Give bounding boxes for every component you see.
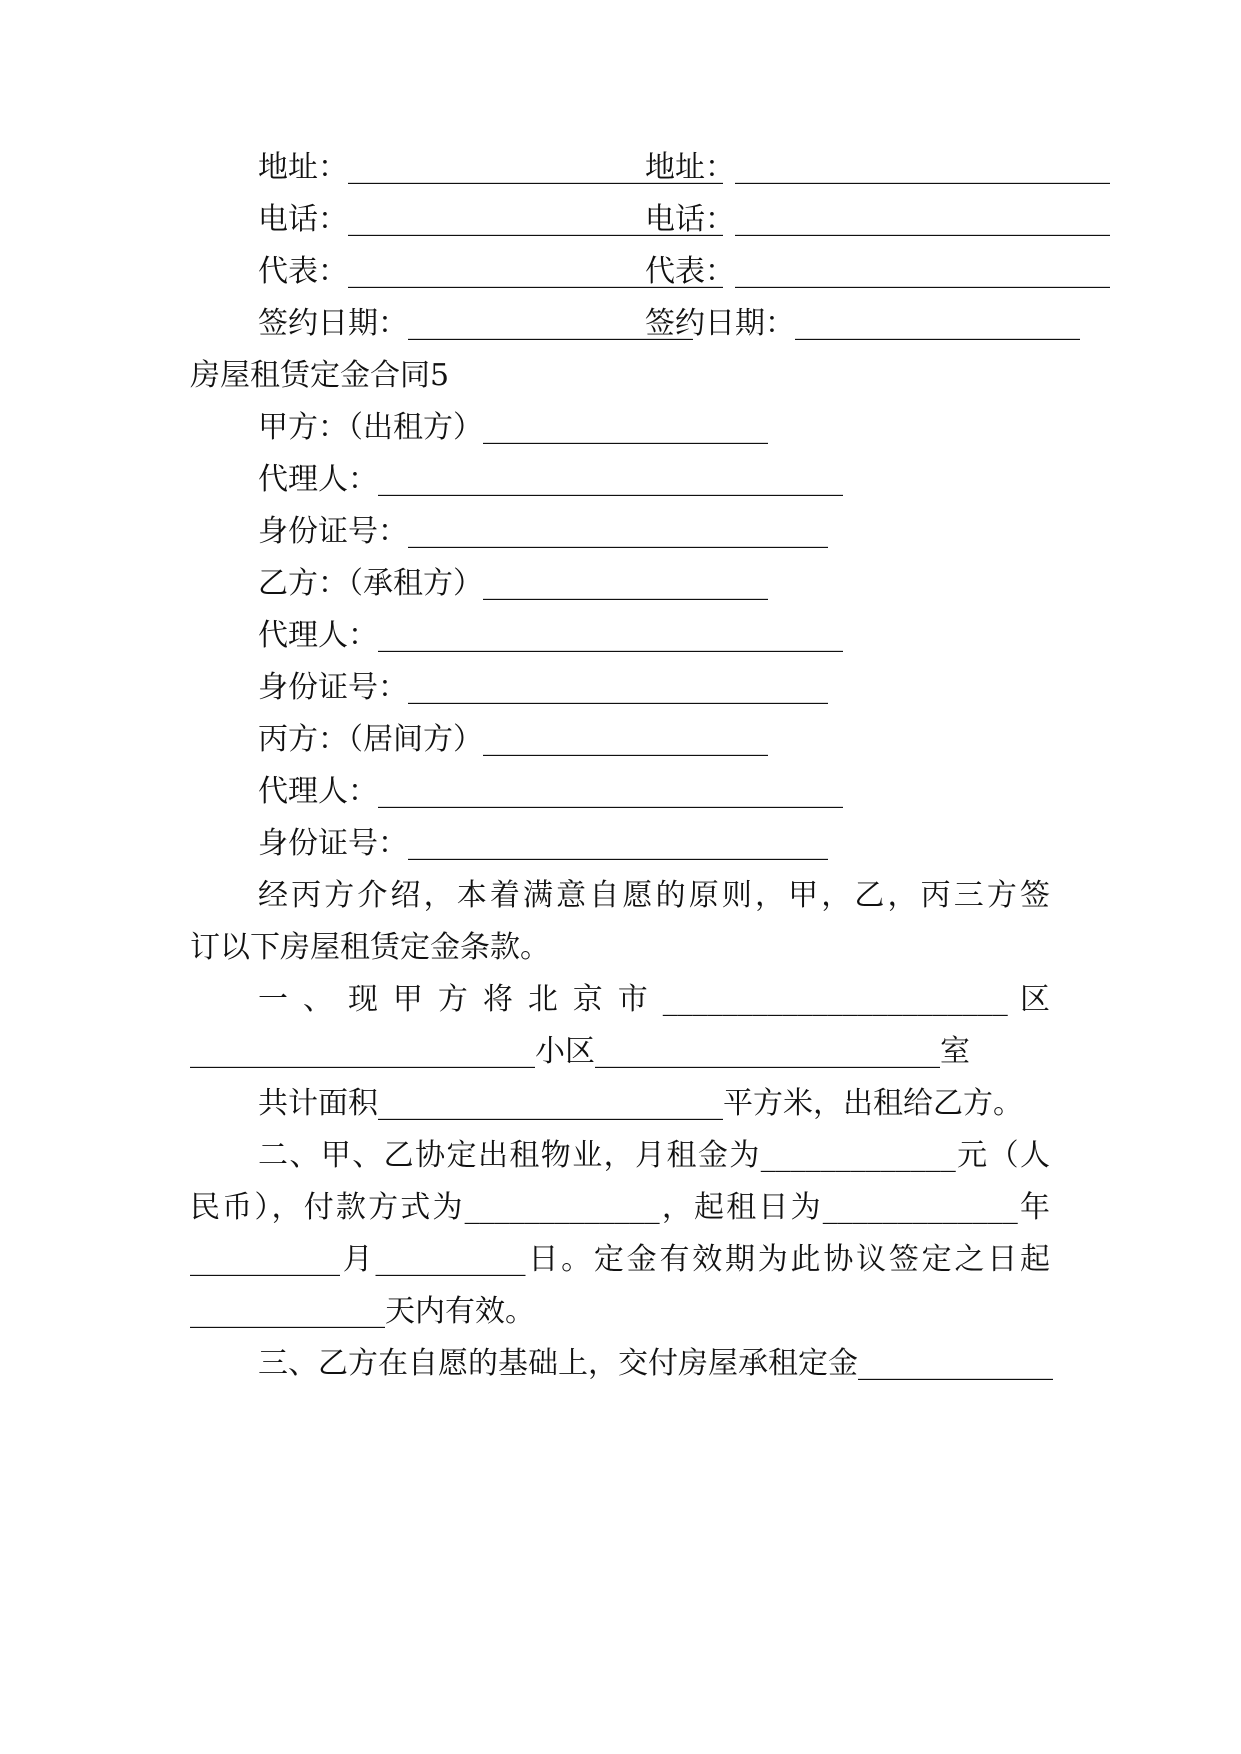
party-c-id-number: 身份证号：____________________________ <box>258 826 828 861</box>
clause-2-line-4: _____________天内有效。 <box>190 1294 535 1329</box>
clause-1-line-3: 共计面积_______________________平方米，出租给乙方。 <box>258 1086 1023 1121</box>
clause-1-line-1: 一 、 现 甲 方 将 北 京 市 _______________________ 区 <box>258 982 1050 1017</box>
representative-right: 代表：_________________________ <box>645 254 1110 289</box>
intro-line-2: 订以下房屋租赁定金条款。 <box>190 930 550 965</box>
sign-date-right: 签约日期：___________________ <box>645 306 1080 341</box>
address-right: 地址：_________________________ <box>645 150 1110 185</box>
clause-2-line-2: 民币），付款方式为_____________，起租日为_____________年 <box>190 1190 1050 1225</box>
intro-line-1: 经丙方介绍，本着满意自愿的原则，甲，乙，丙三方签 <box>258 878 1050 913</box>
clause-2-line-1: 二、甲、乙协定出租物业，月租金为_____________元（人 <box>258 1138 1050 1173</box>
address-left: 地址：_________________________ <box>258 150 723 185</box>
party-a: 甲方：（出租方）___________________ <box>258 410 768 445</box>
party-a-agent: 代理人：_______________________________ <box>258 462 843 497</box>
phone-right: 电话：_________________________ <box>645 202 1110 237</box>
phone-left: 电话：_________________________ <box>258 202 723 237</box>
clause-3-line-1: 三、乙方在自愿的基础上，交付房屋承租定金_____________ <box>258 1346 1053 1381</box>
party-c: 丙方：（居间方）___________________ <box>258 722 768 757</box>
contract-title: 房屋租赁定金合同5 <box>190 358 450 393</box>
clause-2-line-3: __________月__________日。定金有效期为此协议签定之日起 <box>190 1242 1050 1277</box>
representative-left: 代表：_________________________ <box>258 254 723 289</box>
party-b-id-number: 身份证号：____________________________ <box>258 670 828 705</box>
clause-1-line-2: _______________________小区_______________________室 <box>190 1034 970 1069</box>
party-b: 乙方：（承租方）___________________ <box>258 566 768 601</box>
party-a-id-number: 身份证号：____________________________ <box>258 514 828 549</box>
party-c-agent: 代理人：_______________________________ <box>258 774 843 809</box>
party-b-agent: 代理人：_______________________________ <box>258 618 843 653</box>
sign-date-left: 签约日期：___________________ <box>258 306 693 341</box>
